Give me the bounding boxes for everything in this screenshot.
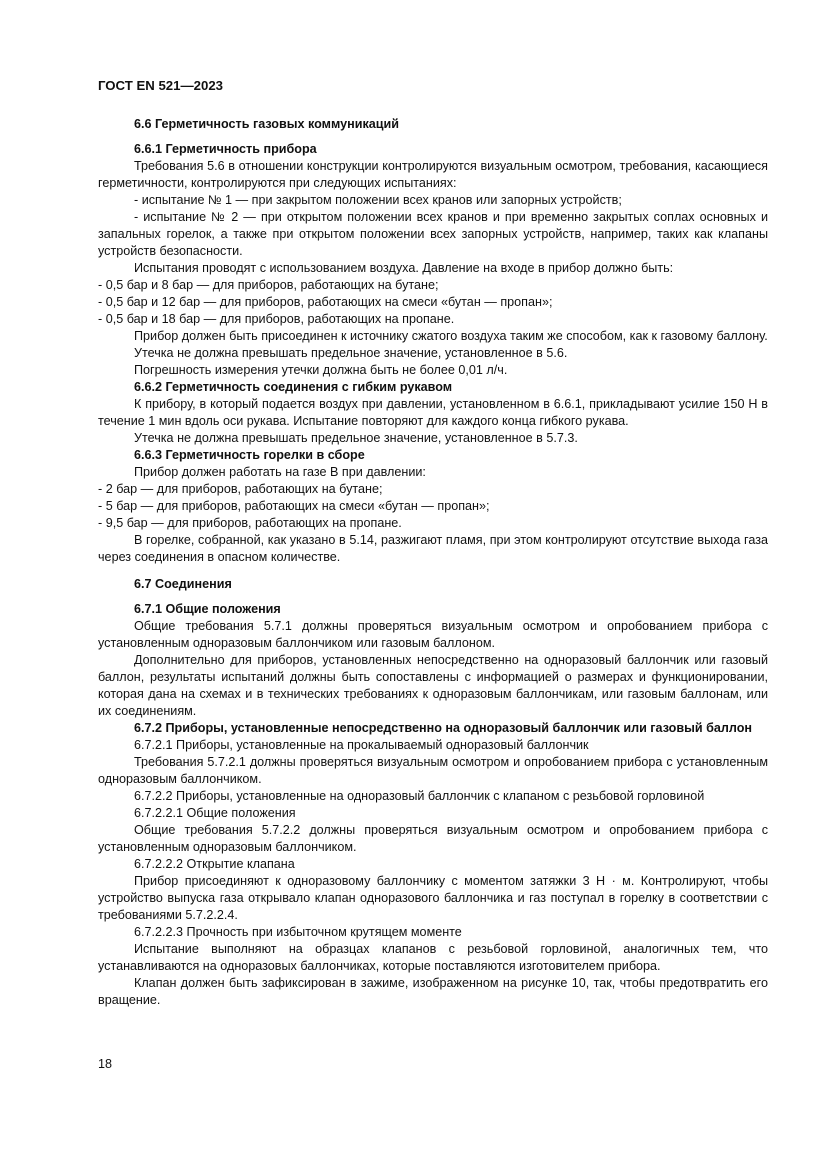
paragraph: К прибору, в который подается воздух при давлении, установленном в 6.6.1, прикладывают усилие 150 Н в течение 1 мин вдоль оси рукава. Испытание повторяют для каждого конца гибкого рукава.	[98, 397, 768, 428]
subsubsection-heading: 6.7.2.2 Приборы, установленные на одноразовый баллончик с клапаном с резьбовой горловиной	[134, 789, 705, 803]
clause-heading: 6.7.2.2.2 Открытие клапана	[134, 857, 295, 871]
paragraph: Утечка не должна превышать предельное значение, установленное в 5.7.3.	[134, 431, 578, 445]
paragraph: Утечка не должна превышать предельное значение, установленное в 5.6.	[134, 346, 568, 360]
subsection-heading: 6.6.2 Герметичность соединения с гибким рукавом	[134, 380, 453, 394]
paragraph: Погрешность измерения утечки должна быть не более 0,01 л/ч.	[134, 363, 508, 377]
paragraph: Общие требования 5.7.1 должны проверяться визуальным осмотром и опробованием прибора с установленным одноразовым баллончиком или газовым баллоном.	[98, 619, 768, 650]
list-item: - испытание № 2 — при открытом положении всех кранов и при временно закрытых соплах основных и запальных горелок, а также при открытом положении всех запорных устройств, например, таких как клапаны устройств безопасности.	[98, 210, 768, 258]
paragraph: Прибор должен работать на газе В при давлении:	[134, 465, 426, 479]
section-heading: 6.6 Герметичность газовых коммуникаций	[134, 117, 400, 131]
paragraph: Общие требования 5.7.2.2 должны проверяться визуальным осмотром и опробованием прибора с установленным одноразовым баллончиком.	[98, 823, 768, 854]
paragraph: Требования 5.6 в отношении конструкции контролируются визуальным осмотром, требования, касающиеся герметичности, контролируются при следующих испытаниях:	[98, 159, 768, 190]
list-item: - испытание № 1 — при закрытом положении всех кранов или запорных устройств;	[134, 193, 622, 207]
subsection-heading: 6.7.1 Общие положения	[134, 602, 281, 616]
list-item: - 2 бар — для приборов, работающих на бутане;	[98, 482, 383, 496]
subsection-heading: 6.7.2 Приборы, установленные непосредственно на одноразовый баллончик или газовый баллон	[134, 721, 753, 735]
paragraph: Испытание выполняют на образцах клапанов с резьбовой горловиной, аналогичных тем, что устанавливаются на одноразовых баллончиках, которые поставляются изготовителем прибора.	[98, 942, 768, 973]
list-item: - 0,5 бар и 18 бар — для приборов, работающих на пропане.	[98, 312, 455, 326]
subsection-heading: 6.6.3 Герметичность горелки в сборе	[134, 448, 365, 462]
list-item: - 5 бар — для приборов, работающих на смеси «бутан — пропан»;	[98, 499, 490, 513]
paragraph: Прибор должен быть присоединен к источнику сжатого воздуха таким же способом, как к газовому баллону.	[134, 329, 768, 343]
paragraph: Требования 5.7.2.1 должны проверяться визуальным осмотром и опробованием прибора с установленным одноразовым баллончиком.	[98, 755, 768, 786]
document-header: ГОСТ EN 521—2023	[98, 78, 223, 93]
page-number: 18	[98, 1057, 113, 1071]
list-item: - 9,5 бар — для приборов, работающих на пропане.	[98, 516, 402, 530]
list-item: - 0,5 бар и 8 бар — для приборов, работающих на бутане;	[98, 278, 439, 292]
clause-heading: 6.7.2.2.1 Общие положения	[134, 806, 296, 820]
paragraph: Испытания проводят с использованием воздуха. Давление на входе в прибор должно быть:	[134, 261, 674, 275]
paragraph: Дополнительно для приборов, установленных непосредственно на одноразовый баллончик или газовый баллон, результаты испытаний должны быть сопоставлены с информацией о размерах и функционировании, которая дана на схемах и в технических требованиях к одноразовым баллончикам, или газовым баллонам, или их соединениям.	[98, 653, 768, 718]
paragraph: Прибор присоединяют к одноразовому баллончику с моментом затяжки 3 Н · м. Контролируют, чтобы устройство выпуска газа открывало клапан одноразового баллончика и газ поступал в горелку в соответствии с требованиями 5.7.2.2.4.	[98, 874, 768, 922]
document-body	[98, 116, 768, 1009]
paragraph: Клапан должен быть зафиксирован в зажиме, изображенном на рисунке 10, так, чтобы предотвратить его вращение.	[98, 976, 768, 1007]
subsubsection-heading: 6.7.2.1 Приборы, установленные на прокалываемый одноразовый баллончик	[134, 738, 589, 752]
list-item: - 0,5 бар и 12 бар — для приборов, работающих на смеси «бутан — пропан»;	[98, 295, 553, 309]
section-heading: 6.7 Соединения	[134, 577, 232, 591]
paragraph: В горелке, собранной, как указано в 5.14, разжигают пламя, при этом контролируют отсутствие выхода газа через соединения в опасном количестве.	[98, 533, 768, 564]
subsection-heading: 6.6.1 Герметичность прибора	[134, 142, 317, 156]
clause-heading: 6.7.2.2.3 Прочность при избыточном крутящем моменте	[134, 925, 462, 939]
